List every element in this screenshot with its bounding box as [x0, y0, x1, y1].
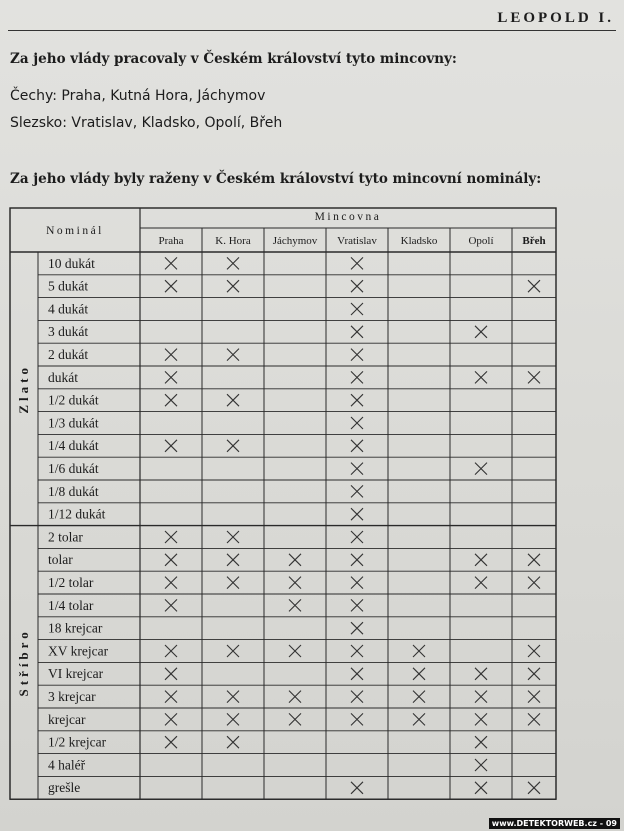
denomination-0-2: 4 dukát: [48, 301, 89, 317]
x-mark: [351, 280, 363, 292]
denomination-0-11: 1/12 dukát: [48, 506, 106, 522]
x-mark: [289, 554, 301, 566]
x-mark: [475, 326, 487, 338]
mint-column-4: Kladsko: [400, 235, 438, 247]
x-mark: [475, 759, 487, 771]
x-mark: [165, 554, 177, 566]
x-mark: [289, 645, 301, 657]
x-mark: [528, 782, 540, 794]
denomination-0-9: 1/6 dukát: [48, 461, 99, 476]
x-mark: [351, 577, 363, 589]
table-frame: [10, 208, 556, 799]
x-mark: [227, 531, 239, 543]
x-mark: [351, 394, 363, 406]
x-mark: [227, 394, 239, 406]
x-mark: [528, 645, 540, 657]
x-mark: [351, 782, 363, 794]
x-mark: [413, 645, 425, 657]
x-mark: [475, 554, 487, 566]
mint-column-0: Praha: [158, 235, 184, 247]
group-label-0: Zlato: [16, 363, 31, 414]
x-mark: [165, 599, 177, 611]
denomination-1-8: krejcar: [48, 711, 86, 727]
x-mark: [528, 668, 540, 680]
x-mark: [528, 713, 540, 725]
x-mark: [165, 736, 177, 748]
x-mark: [289, 691, 301, 703]
denomination-1-7: 3 krejcar: [48, 689, 96, 704]
x-mark: [165, 257, 177, 269]
x-mark: [351, 554, 363, 566]
x-mark: [475, 691, 487, 703]
denomination-0-4: 2 dukát: [48, 347, 89, 362]
x-mark: [227, 349, 239, 361]
x-mark: [528, 554, 540, 566]
x-mark: [528, 371, 540, 383]
denomination-1-9: 1/2 krejcar: [48, 734, 107, 750]
x-mark: [351, 485, 363, 497]
denomination-1-0: 2 tolar: [48, 529, 83, 545]
x-mark: [227, 691, 239, 703]
denomination-1-11: grešle: [48, 780, 81, 796]
denomination-0-1: 5 dukát: [48, 278, 89, 294]
x-mark: [227, 645, 239, 657]
denomination-0-5: dukát: [48, 369, 78, 385]
x-mark: [227, 577, 239, 589]
x-mark: [165, 645, 177, 657]
page-header: LEOPOLD I.: [497, 10, 614, 26]
x-mark: [289, 713, 301, 725]
denomination-0-8: 1/4 dukát: [48, 438, 99, 454]
x-mark: [227, 713, 239, 725]
x-mark: [351, 531, 363, 543]
x-mark: [351, 326, 363, 338]
mint-column-1: K. Hora: [215, 235, 251, 247]
denomination-1-5: XV krejcar: [48, 643, 109, 659]
x-mark: [351, 691, 363, 703]
x-mark: [165, 371, 177, 383]
watermark: www.DETEKTORWEB.cz - 09: [489, 818, 620, 829]
denomination-1-4: 18 krejcar: [48, 620, 103, 636]
denomination-0-3: 3 dukát: [48, 324, 89, 340]
x-mark: [413, 691, 425, 703]
denominations-heading: Za jeho vlády byly raženy v Českém království tyto mincovní nominály:: [10, 171, 542, 187]
x-mark: [165, 691, 177, 703]
x-mark: [475, 577, 487, 589]
x-mark: [475, 371, 487, 383]
x-mark: [413, 668, 425, 680]
x-mark: [351, 508, 363, 520]
mint-column-5: Opolí: [468, 235, 494, 247]
x-mark: [528, 280, 540, 292]
denomination-1-1: tolar: [48, 552, 73, 568]
x-mark: [475, 463, 487, 475]
x-mark: [351, 417, 363, 429]
x-mark: [475, 736, 487, 748]
denomination-0-7: 1/3 dukát: [48, 415, 99, 431]
x-mark: [289, 577, 301, 589]
x-mark: [165, 713, 177, 725]
denomination-0-10: 1/8 dukát: [48, 483, 99, 499]
x-mark: [165, 394, 177, 406]
x-mark: [351, 371, 363, 383]
x-mark: [351, 599, 363, 611]
mint-column-3: Vratislav: [337, 235, 377, 247]
x-mark: [475, 782, 487, 794]
denomination-1-2: 1/2 tolar: [48, 575, 94, 590]
mint-header: Mincovna: [314, 211, 382, 223]
mint-column-6: Břeh: [522, 235, 546, 247]
x-mark: [227, 440, 239, 452]
x-mark: [351, 349, 363, 361]
x-mark: [289, 599, 301, 611]
x-mark: [413, 713, 425, 725]
x-mark: [351, 668, 363, 680]
x-mark: [165, 577, 177, 589]
mints-heading: Za jeho vlády pracovaly v Českém království tyto mincovny:: [10, 51, 457, 67]
denomination-1-10: 4 haléř: [48, 757, 86, 773]
x-mark: [165, 440, 177, 452]
x-mark: [351, 622, 363, 634]
denomination-1-3: 1/4 tolar: [48, 597, 94, 613]
denomination-1-6: VI krejcar: [48, 666, 104, 682]
group-label-1: Stříbro: [16, 628, 31, 697]
x-mark: [165, 668, 177, 680]
denomination-0-0: 10 dukát: [48, 255, 95, 271]
x-mark: [475, 713, 487, 725]
mints-silesia: Slezsko: Vratislav, Kladsko, Opolí, Břeh: [10, 115, 283, 131]
x-mark: [165, 349, 177, 361]
x-mark: [351, 303, 363, 315]
x-mark: [475, 668, 487, 680]
x-mark: [528, 691, 540, 703]
x-mark: [528, 577, 540, 589]
x-mark: [351, 713, 363, 725]
mint-column-2: Jáchymov: [272, 235, 318, 247]
nominal-header: Nominál: [46, 225, 104, 237]
x-mark: [227, 554, 239, 566]
x-mark: [227, 736, 239, 748]
x-mark: [227, 257, 239, 269]
x-mark: [227, 280, 239, 292]
denomination-0-6: 1/2 dukát: [48, 392, 99, 408]
x-mark: [351, 440, 363, 452]
x-mark: [165, 531, 177, 543]
x-mark: [165, 280, 177, 292]
x-mark: [351, 257, 363, 269]
x-mark: [351, 463, 363, 475]
mints-bohemia: Čechy: Praha, Kutná Hora, Jáchymov: [10, 88, 266, 104]
x-mark: [351, 645, 363, 657]
